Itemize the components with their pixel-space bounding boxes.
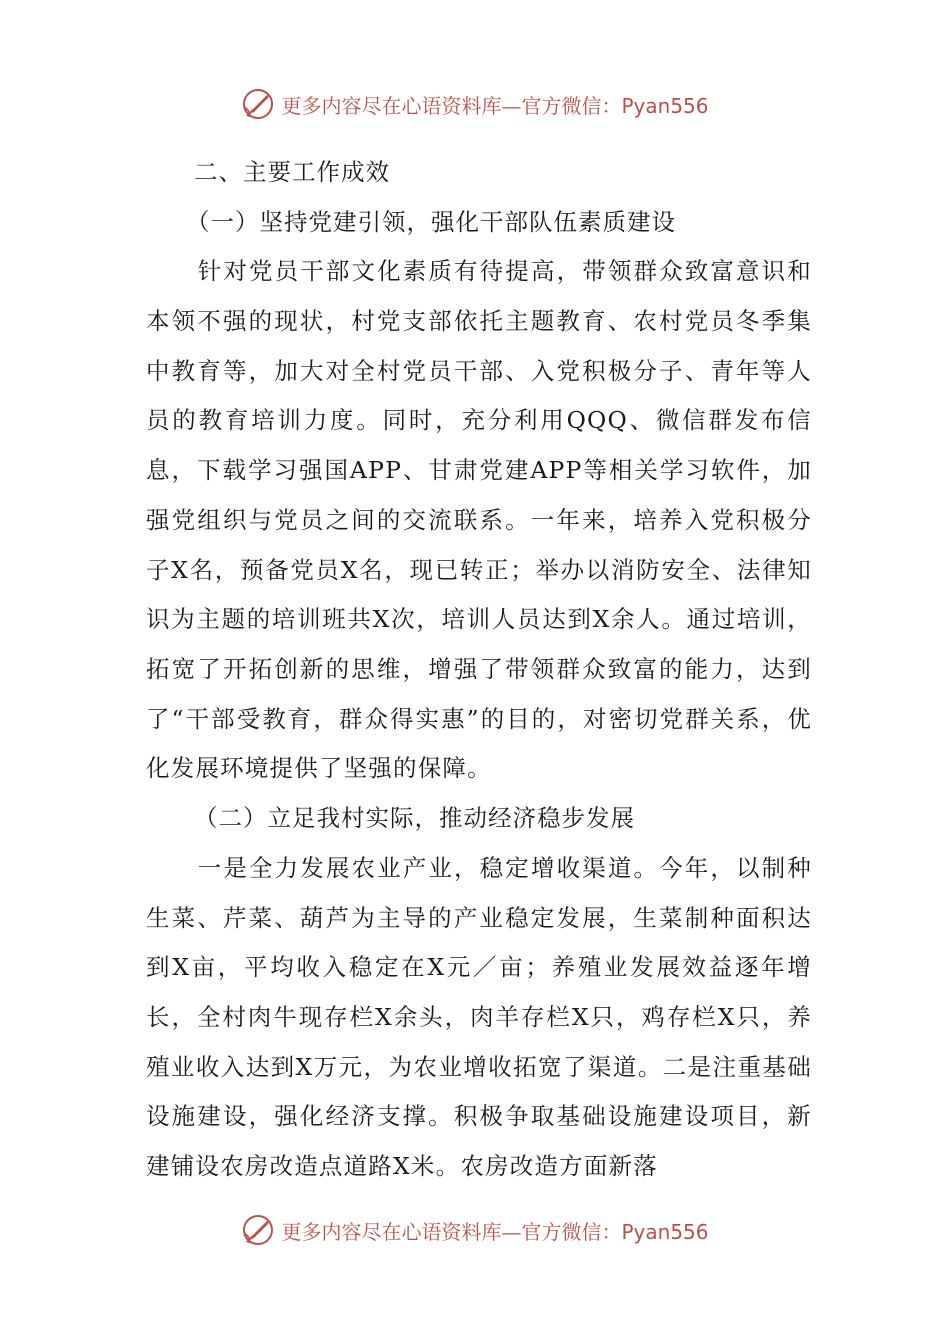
subsection-title-1: （一）坚持党建引领，强化干部队伍素质建设	[186, 207, 676, 236]
watermark-text: 更多内容尽在心语资料库—官方微信：Pyan556	[281, 93, 709, 118]
section-title: 二、主要工作成效	[194, 158, 390, 186]
feather-pen-logo-icon	[241, 1213, 275, 1247]
header-watermark-banner	[0, 84, 950, 124]
document-body	[146, 148, 812, 1192]
feather-pen-logo-icon	[241, 87, 275, 121]
paragraph-1: 针对党员干部文化素质有待提高，带领群众致富意识和本领不强的现状，村党支部依托主题教育、农村党员冬季集中教育等，加大对全村党员干部、入党积极分子、青年等人员的教育培训力度。同时，充分利用QQQ、微信群发布信息，下载学习强国APP、甘肃党建APP等相关学习软件，加强党组织与党员之间的交流联系。一年来，培养入党积极分子X名，预备党员X名，现已转正；举办以消防安全、法律知识为主题的培训班共X次，培训人员达到X余人。通过培训，拓宽了开拓创新的思维，增强了带领群众致富的能力，达到了“干部受教育，群众得实惠”的目的，对密切党群关系，优化发展环境提供了坚强的保障。	[146, 257, 812, 783]
subsection-title-2: （二）立足我村实际，推动经济稳步发展	[194, 804, 635, 833]
wechat-id: Pyan556	[621, 93, 709, 118]
paragraph-2: 一是全力发展农业产业，稳定增收渠道。今年，以制种生菜、芹菜、葫芦为主导的产业稳定发展，生菜制种面积达到X亩，平均收入稳定在X元／亩；养殖业发展效益逐年增长，全村肉牛现存栏X余头，肉羊存栏X只，鸡存栏X只，养殖业收入达到X万元，为农业增收拓宽了渠道。二是注重基础设施建设，强化经济支撑。积极争取基础设施建设项目，新建铺设农房改造点道路X米。农房改造方面新落	[146, 853, 812, 1181]
footer-watermark-banner	[0, 1210, 950, 1250]
watermark-text: 更多内容尽在心语资料库—官方微信：Pyan556	[281, 1219, 709, 1244]
wechat-id: Pyan556	[621, 1219, 709, 1244]
